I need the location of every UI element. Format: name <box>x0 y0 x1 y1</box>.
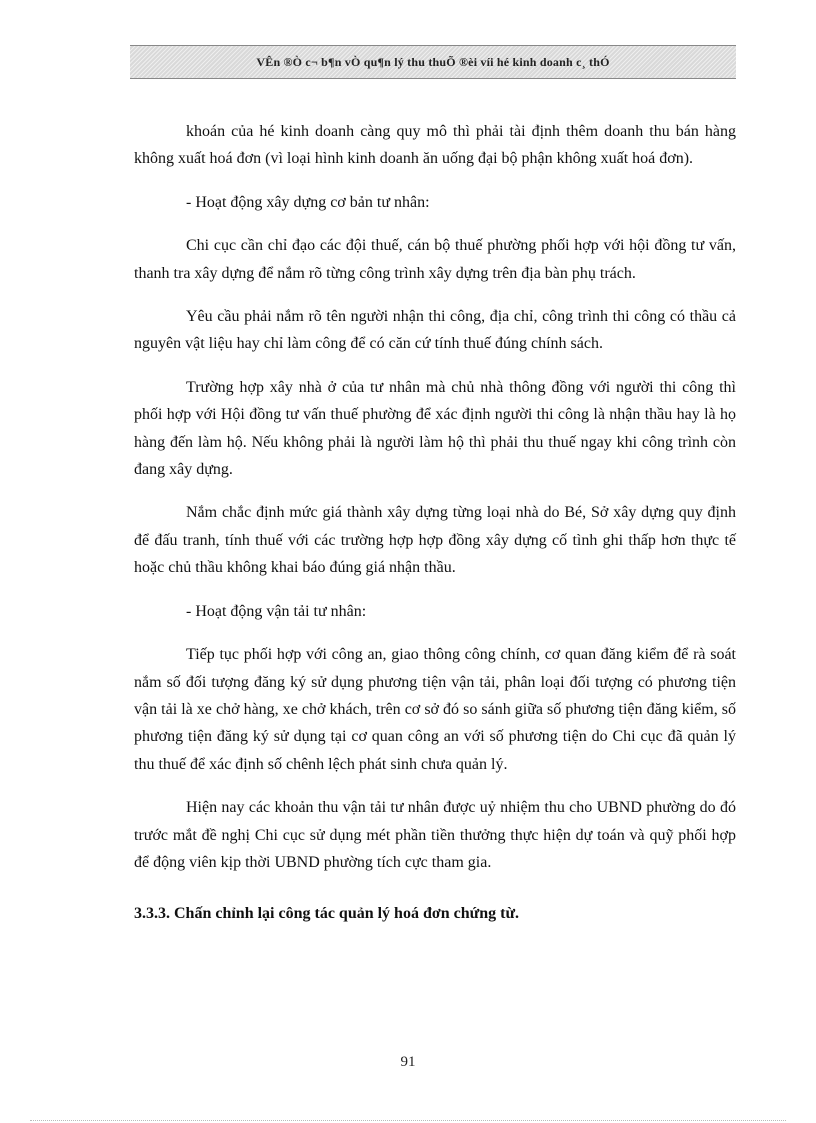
paragraph-transport-coordination: Tiếp tục phối hợp với công an, giao thông công chính, cơ quan đăng kiểm để rà soát nắm số đối tượng đăng ký sử dụng phương tiện vận tải, phân loại đối tượng có phương tiện vận tải là xe chở hàng, xe chở khách, trên cơ sở đó so sánh giữa số phương tiện đăng kiểm, số phương tiện đăng ký sử dụng tại cơ quan công an với số phương tiện do Chi cục đã quản lý thu thuế để xác định số chênh lệch phát sinh chưa quản lý. <box>134 646 736 773</box>
running-header <box>130 45 736 79</box>
paragraph-cost-norms: Nắm chắc định mức giá thành xây dựng từng loại nhà do Bé, Sở xây dựng quy định để đấu tranh, tính thuế với các trường hợp hợp đồng xây dựng cố tình ghi thấp hơn thực tế hoặc chủ thầu không khai báo đúng giá nhận thầu. <box>134 504 736 577</box>
page-number: 91 <box>400 1054 416 1070</box>
paragraph-contractor-requirements: Yêu cầu phải nắm rõ tên người nhận thi công, địa chỉ, công trình thi công có thầu cả nguyên vật liệu hay chỉ làm công để có căn cứ tính thuế đúng chính sách. <box>134 308 736 353</box>
paragraph-construction-coordination: Chi cục cần chỉ đạo các đội thuế, cán bộ thuế phường phối hợp với hội đồng tư vấn, thanh tra xây dựng để nắm rõ từng công trình xây dựng trên địa bàn phụ trách. <box>134 237 736 282</box>
paragraph-ward-delegation: Hiện nay các khoản thu vận tải tư nhân được uỷ nhiệm thu cho UBND phường do đó trước mắt đề nghị Chi cục sử dụng mét phần tiền thưởng thực hiện dự toán và quỹ phối hợp để động viên kịp thời UBND phường tích cực tham gia. <box>134 799 736 871</box>
paragraph-private-housing: Trường hợp xây nhà ở của tư nhân mà chủ nhà thông đồng với người thi công thì phối hợp với Hội đồng tư vấn thuế phường để xác định người thi công là nhận thầu hay là họ hàng đến làm hộ. Nếu không phải là người làm hộ thì phải thu thuế ngay khi công trình còn đang xây dựng. <box>134 378 736 479</box>
bottom-divider <box>30 1120 786 1121</box>
running-header-title: VÊn ®Ò c¬ b¶n vÒ qu¶n lý thu thuÕ ®èi víi hé kinh doanh c¸ thÓ <box>256 54 610 69</box>
paragraph-continuation: khoán của hé kinh doanh càng quy mô thì phải tài định thêm doanh thu bán hàng không xuất hoá đơn (vì loại hình kinh doanh ăn uống đại bộ phận không xuất hoá đơn). <box>134 123 736 168</box>
section-heading: 3.3.3. Chấn chỉnh lại công tác quản lý hoá đơn chứng từ. <box>134 905 520 923</box>
paragraph-construction-heading: - Hoạt động xây dựng cơ bản tư nhân: <box>186 193 430 211</box>
page-body <box>134 118 736 927</box>
paragraph-transport-heading: - Hoạt động vận tải tư nhân: <box>186 602 367 620</box>
